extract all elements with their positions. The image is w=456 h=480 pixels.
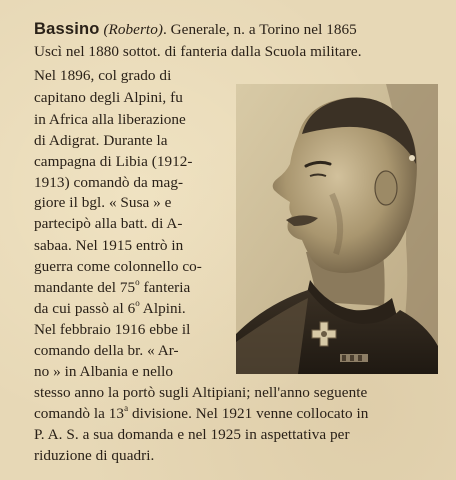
given-name: (Roberto)	[103, 21, 163, 38]
entry-text: comandò la 13	[34, 405, 125, 422]
entry-line-17: no » in Albania e nello	[34, 363, 174, 380]
entry-line-1	[34, 20, 357, 39]
entry-text: da cui passò al 6	[34, 300, 136, 317]
entry-line-2: Uscì nel 1880 sottot. di fanteria dalla Scuola militare.	[34, 43, 362, 60]
entry-line-12: guerra come colonnello co-	[34, 258, 202, 275]
entry-line-20: P. A. S. a sua domanda e nel 1925 in aspettativa per	[34, 426, 350, 443]
entry-line-4: capitano degli Alpini, fu	[34, 89, 183, 106]
entry-line-5: in Africa alla liberazione	[34, 111, 186, 128]
entry-text: divisione. Nel 1921 venne collocato in	[128, 405, 369, 422]
ordinal-superscript: a	[124, 402, 129, 413]
entry-line-7: campagna di Libia (1912-	[34, 153, 193, 170]
entry-line-10: partecipò alla batt. di A-	[34, 215, 183, 232]
entry-text: Alpini.	[139, 300, 186, 317]
entry-line-11: sabaa. Nel 1915 entrò in	[34, 237, 184, 254]
entry-line-3: Nel 1896, col grado di	[34, 67, 172, 84]
entry-text: mandante del 75	[34, 279, 136, 296]
entry-line-9: giore il bgl. « Susa » e	[34, 194, 172, 211]
entry-line-18: stesso anno la portò sugli Altipiani; nell'anno seguente	[34, 384, 368, 401]
entry-line-16: comando della br. « Ar-	[34, 342, 179, 359]
entry-text: . Generale, n. a Torino nel 1865	[162, 21, 357, 38]
entry-line-8: 1913) comandò da mag-	[34, 174, 184, 191]
entry-line-15: Nel febbraio 1916 ebbe il	[34, 321, 191, 338]
entry-line-19	[34, 404, 368, 423]
portrait-image	[236, 84, 438, 374]
ordinal-superscript: o	[135, 297, 140, 308]
entry-line-14	[34, 299, 186, 318]
portrait-photo	[236, 84, 438, 374]
entry-line-13	[34, 278, 190, 297]
entry-text: fanteria	[139, 279, 191, 296]
headword: Bassino	[34, 20, 100, 38]
entry-line-21: riduzione di quadri.	[34, 447, 155, 464]
ordinal-superscript: o	[135, 276, 140, 287]
entry-line-6: di Adigrat. Durante la	[34, 132, 168, 149]
